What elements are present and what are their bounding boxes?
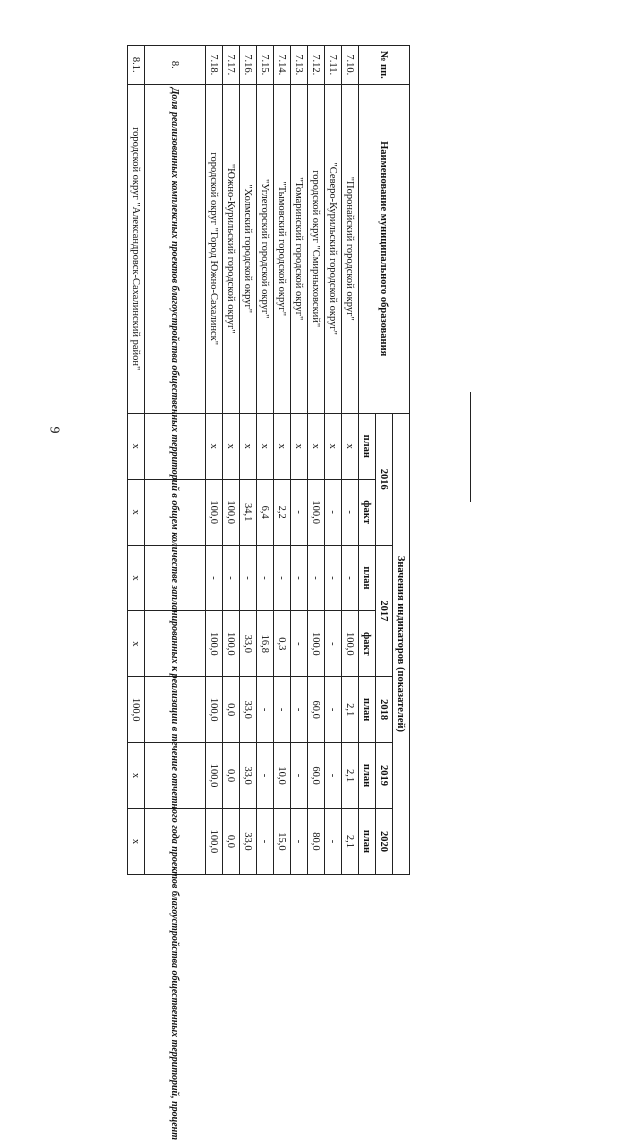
values-header: Значения индикаторов (показателей): [393, 413, 410, 874]
cell-value: -: [257, 743, 274, 809]
cell-value: -: [291, 479, 308, 545]
cell-value: -: [240, 545, 257, 611]
cell-value: 100,0: [308, 611, 325, 677]
cell-value: -: [325, 479, 342, 545]
cell-value: x: [240, 413, 257, 479]
cell-value: 6,4: [257, 479, 274, 545]
year-2019: 2019: [376, 743, 393, 809]
cell-value: 2,1: [342, 808, 359, 874]
row-number: 7.15.: [257, 46, 274, 85]
cell-value: -: [257, 677, 274, 743]
row-number: 7.11.: [325, 46, 342, 85]
cell-value: 60,0: [308, 743, 325, 809]
cell-value: -: [223, 545, 240, 611]
year-2020: 2020: [376, 808, 393, 874]
table-row: [308, 46, 325, 875]
row-name: "Томаринский городской округ": [291, 84, 308, 413]
cell-value: 0,0: [223, 808, 240, 874]
cell-value: 2,2: [274, 479, 291, 545]
data-rows: [206, 46, 359, 875]
cell-value: 2,1: [342, 677, 359, 743]
cell-value: x: [223, 413, 240, 479]
cell-value: x: [274, 413, 291, 479]
row-name: "Южно-Курильский городской округ": [223, 84, 240, 413]
cell-value: 2,1: [342, 743, 359, 809]
indicators-table: [127, 45, 410, 1140]
cell-value: 100,0: [308, 479, 325, 545]
sub-2018-plan: план: [359, 677, 376, 743]
row-number: 7.14.: [274, 46, 291, 85]
cell-value: -: [325, 808, 342, 874]
row-number: 8.1.: [128, 46, 145, 85]
table-row: [240, 46, 257, 875]
year-2016: 2016: [376, 413, 393, 545]
year-2017: 2017: [376, 545, 393, 677]
row-name: "Углегорский городской округ": [257, 84, 274, 413]
section-8-num: 8.: [145, 46, 206, 85]
cell-value: -: [325, 743, 342, 809]
row-number: 7.13.: [291, 46, 308, 85]
row-name: "Северо-Курильский городской округ": [325, 84, 342, 413]
cell-value: 100,0: [206, 611, 223, 677]
year-2018: 2018: [376, 677, 393, 743]
cell-value: 100,0: [206, 808, 223, 874]
table-row: [274, 46, 291, 875]
row-name: "Тымовский городской округ": [274, 84, 291, 413]
cell-value: 34,1: [240, 479, 257, 545]
row-name: "Холмский городской округ": [240, 84, 257, 413]
cell-value: -: [308, 545, 325, 611]
cell-value: 0,0: [223, 677, 240, 743]
cell-value: 0,3: [274, 611, 291, 677]
cell-value: x: [342, 413, 359, 479]
cell-value: 0,0: [223, 743, 240, 809]
cell-value: -: [291, 545, 308, 611]
cell-value: -: [291, 677, 308, 743]
row-number: 7.10.: [342, 46, 359, 85]
cell-value: 33,0: [240, 743, 257, 809]
table-row: [206, 46, 223, 875]
row-number: 7.18.: [206, 46, 223, 85]
row-name: "Поронайский городской округ": [342, 84, 359, 413]
cell-value: 100,0: [206, 743, 223, 809]
row-name: городской округ "Смирныховский": [308, 84, 325, 413]
cell-value: x: [128, 413, 145, 479]
cell-value: 10,0: [274, 743, 291, 809]
cell-value: -: [257, 545, 274, 611]
num-header: № пп.: [359, 46, 410, 85]
cell-value: 100,0: [206, 677, 223, 743]
cell-value: 33,0: [240, 677, 257, 743]
cell-value: x: [128, 808, 145, 874]
cell-value: 100,0: [206, 479, 223, 545]
cell-value: 100,0: [128, 677, 145, 743]
cell-value: x: [128, 545, 145, 611]
sub-2020-plan: план: [359, 808, 376, 874]
cell-value: x: [308, 413, 325, 479]
sub-2016-fact: факт: [359, 479, 376, 545]
sub-2019-plan: план: [359, 743, 376, 809]
table-row: [342, 46, 359, 875]
sub-2016-plan: план: [359, 413, 376, 479]
cell-value: -: [342, 479, 359, 545]
cell-value: -: [274, 677, 291, 743]
separator-line: [470, 392, 471, 502]
row-number: 7.17.: [223, 46, 240, 85]
cell-value: -: [291, 611, 308, 677]
cell-value: x: [325, 413, 342, 479]
cell-value: 100,0: [223, 479, 240, 545]
rotated-table-wrapper: [127, 45, 410, 1140]
cell-value: 33,0: [240, 808, 257, 874]
cell-value: -: [274, 545, 291, 611]
cell-value: -: [325, 611, 342, 677]
section-8-text: Доля реализованных комплексных проектов благоустройства общественных территорий в общем количестве запланированных к реализации в течение отчетного года проектов благоустройства общественных территорий, процент: [145, 84, 206, 413]
cell-value: -: [291, 808, 308, 874]
cell-value: -: [206, 545, 223, 611]
header-row-1: [393, 46, 410, 875]
cell-value: -: [291, 743, 308, 809]
cell-value: 100,0: [223, 611, 240, 677]
table-row: [128, 46, 145, 875]
cell-value: x: [257, 413, 274, 479]
cell-value: 100,0: [342, 611, 359, 677]
cell-value: -: [257, 808, 274, 874]
table-row: [325, 46, 342, 875]
cell-value: x: [128, 743, 145, 809]
cell-value: 16,8: [257, 611, 274, 677]
row-number: 7.12.: [308, 46, 325, 85]
sub-2017-fact: факт: [359, 611, 376, 677]
sub-2017-plan: план: [359, 545, 376, 611]
table-row: [257, 46, 274, 875]
cell-value: 80,0: [308, 808, 325, 874]
table-row: [223, 46, 240, 875]
name-header: Наименование муниципального образования: [359, 84, 410, 413]
section-8-row: [145, 46, 206, 875]
cell-value: x: [206, 413, 223, 479]
cell-value: -: [325, 545, 342, 611]
row-name: городской округ "Город Южно-Сахалинск": [206, 84, 223, 413]
cell-value: x: [291, 413, 308, 479]
cell-value: -: [325, 677, 342, 743]
cell-value: 33,0: [240, 611, 257, 677]
row-name: городской округ "Александровск-Сахалинский район": [128, 84, 145, 413]
cell-value: x: [128, 479, 145, 545]
cell-value: 60,0: [308, 677, 325, 743]
cell-value: x: [128, 611, 145, 677]
cell-value: -: [342, 545, 359, 611]
cell-value: 15,0: [274, 808, 291, 874]
page-number: 9: [46, 426, 62, 434]
row-number: 7.16.: [240, 46, 257, 85]
table-row: [291, 46, 308, 875]
